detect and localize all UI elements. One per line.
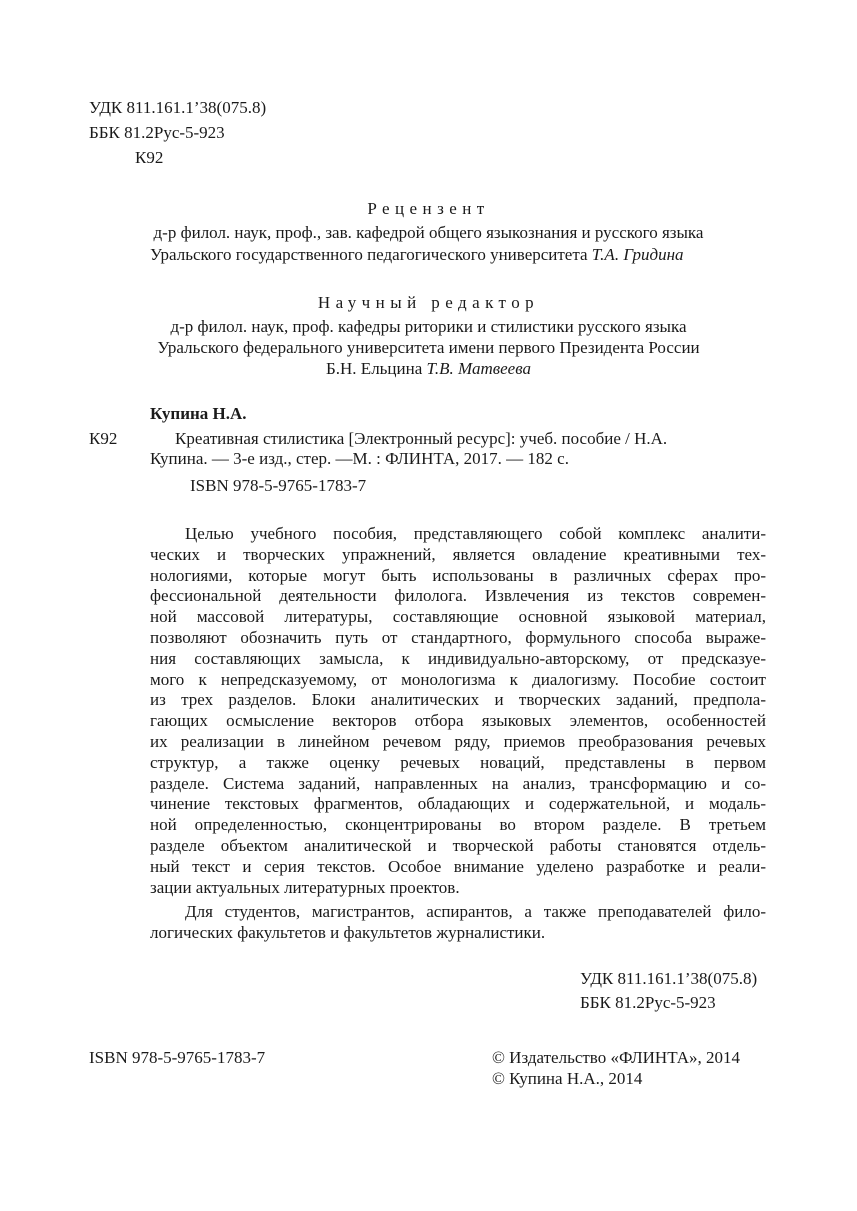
editor-line-3 bbox=[0, 358, 857, 379]
abstract-line: ния составляющих замысла, к индивидуально-авторскому, от предсказуе- bbox=[150, 648, 766, 668]
footer-isbn: ISBN 978-5-9765-1783-7 bbox=[89, 1048, 266, 1067]
bib-author: Купина Н.А. bbox=[150, 404, 247, 423]
abstract-line: структур, а также оценку речевых новаций, представлены в первом bbox=[150, 752, 766, 772]
copyright-author: © Купина Н.А., 2014 bbox=[492, 1069, 643, 1088]
reviewer-heading: Рецензент bbox=[367, 199, 490, 218]
abstract-line: позволяют обозначить путь от стандартного, формульного способа выраже- bbox=[150, 628, 766, 647]
abstract-line: разделе. Система заданий, направленных на анализ, трансформацию и со- bbox=[150, 773, 766, 793]
abstract-line: ной массовой литературы, составляющие основной языковой материал, bbox=[150, 607, 766, 627]
footer-bbk: ББК 81.2Рус-5-923 bbox=[580, 993, 716, 1012]
abstract-line: Целью учебного пособия, представляющего собой комплекс аналити- bbox=[185, 524, 766, 543]
footer-udk: УДК 811.161.1’38(075.8) bbox=[580, 969, 758, 988]
bib-publication-line: Купина. — 3-е изд., стер. —М. : ФЛИНТА, 2017. — 182 с. bbox=[150, 449, 569, 468]
reviewer-line-1: д-р филол. наук, проф., зав. кафедрой общего языкознания и русского языка bbox=[153, 223, 704, 242]
editor-line-3-text: Б.Н. Ельцина bbox=[326, 359, 423, 378]
abstract-line: мого к непредсказуемому, от монологизма к диалогизму. Пособие состоит bbox=[150, 669, 766, 689]
author-mark: К92 bbox=[135, 148, 164, 167]
reviewer-line-2 bbox=[150, 244, 684, 265]
editor-line-1: д-р филол. наук, проф. кафедры риторики и стилистики русского языка bbox=[170, 317, 687, 336]
abstract-line: гающих осмысление векторов отбора языковых элементов, особенностей bbox=[150, 711, 766, 731]
bib-isbn: ISBN 978-5-9765-1783-7 bbox=[190, 476, 367, 495]
abstract-line: фессиональной деятельности филолога. Извлечения из текстов современ- bbox=[150, 586, 766, 606]
abstract-line: их реализации в линейном речевом ряду, приемов преобразования речевых bbox=[150, 732, 766, 751]
abstract-line: Для студентов, магистрантов, аспирантов, а также преподавателей фило- bbox=[185, 902, 766, 922]
editor-heading: Научный редактор bbox=[317, 293, 540, 312]
abstract-line: ческих и творческих упражнений, является овладение креативными тех- bbox=[150, 544, 766, 564]
abstract-line: логических факультетов и факультетов журналистики. bbox=[150, 923, 546, 943]
abstract-line: нологиями, которые могут быть использованы в различных сферах про- bbox=[150, 565, 766, 585]
bib-mark: К92 bbox=[89, 429, 118, 448]
editor-line-2: Уральского федерального университета имени первого Президента России bbox=[157, 338, 700, 357]
reviewer-affiliation: Уральского государственного педагогического университета bbox=[150, 245, 588, 264]
abstract-line: чинение текстовых фрагментов, обладающих и содержательной, и модаль- bbox=[150, 794, 766, 814]
copyright-publisher: © Издательство «ФЛИНТА», 2014 bbox=[492, 1048, 741, 1067]
bbk-code: ББК 81.2Рус-5-923 bbox=[89, 123, 225, 142]
bib-title-line: Креативная стилистика [Электронный ресурс]: учеб. пособие / Н.А. bbox=[175, 429, 668, 448]
reviewer-name: Т.А. Гридина bbox=[591, 245, 684, 264]
abstract-line: из трех разделов. Блоки аналитических и творческих заданий, предпола- bbox=[150, 690, 766, 710]
abstract-line: разделе объектом аналитической и творческой работы становятся отдель- bbox=[150, 836, 766, 855]
abstract-line: ной определенностью, сконцентрированы во втором разделе. В третьем bbox=[150, 815, 766, 835]
abstract-line: зации актуальных литературных проектов. bbox=[150, 877, 460, 897]
editor-name: Т.В. Матвеева bbox=[426, 359, 531, 378]
udk-code: УДК 811.161.1’38(075.8) bbox=[89, 98, 267, 117]
abstract-line: ный текст и серия текстов. Особое внимание уделено разработке и реали- bbox=[150, 856, 766, 876]
